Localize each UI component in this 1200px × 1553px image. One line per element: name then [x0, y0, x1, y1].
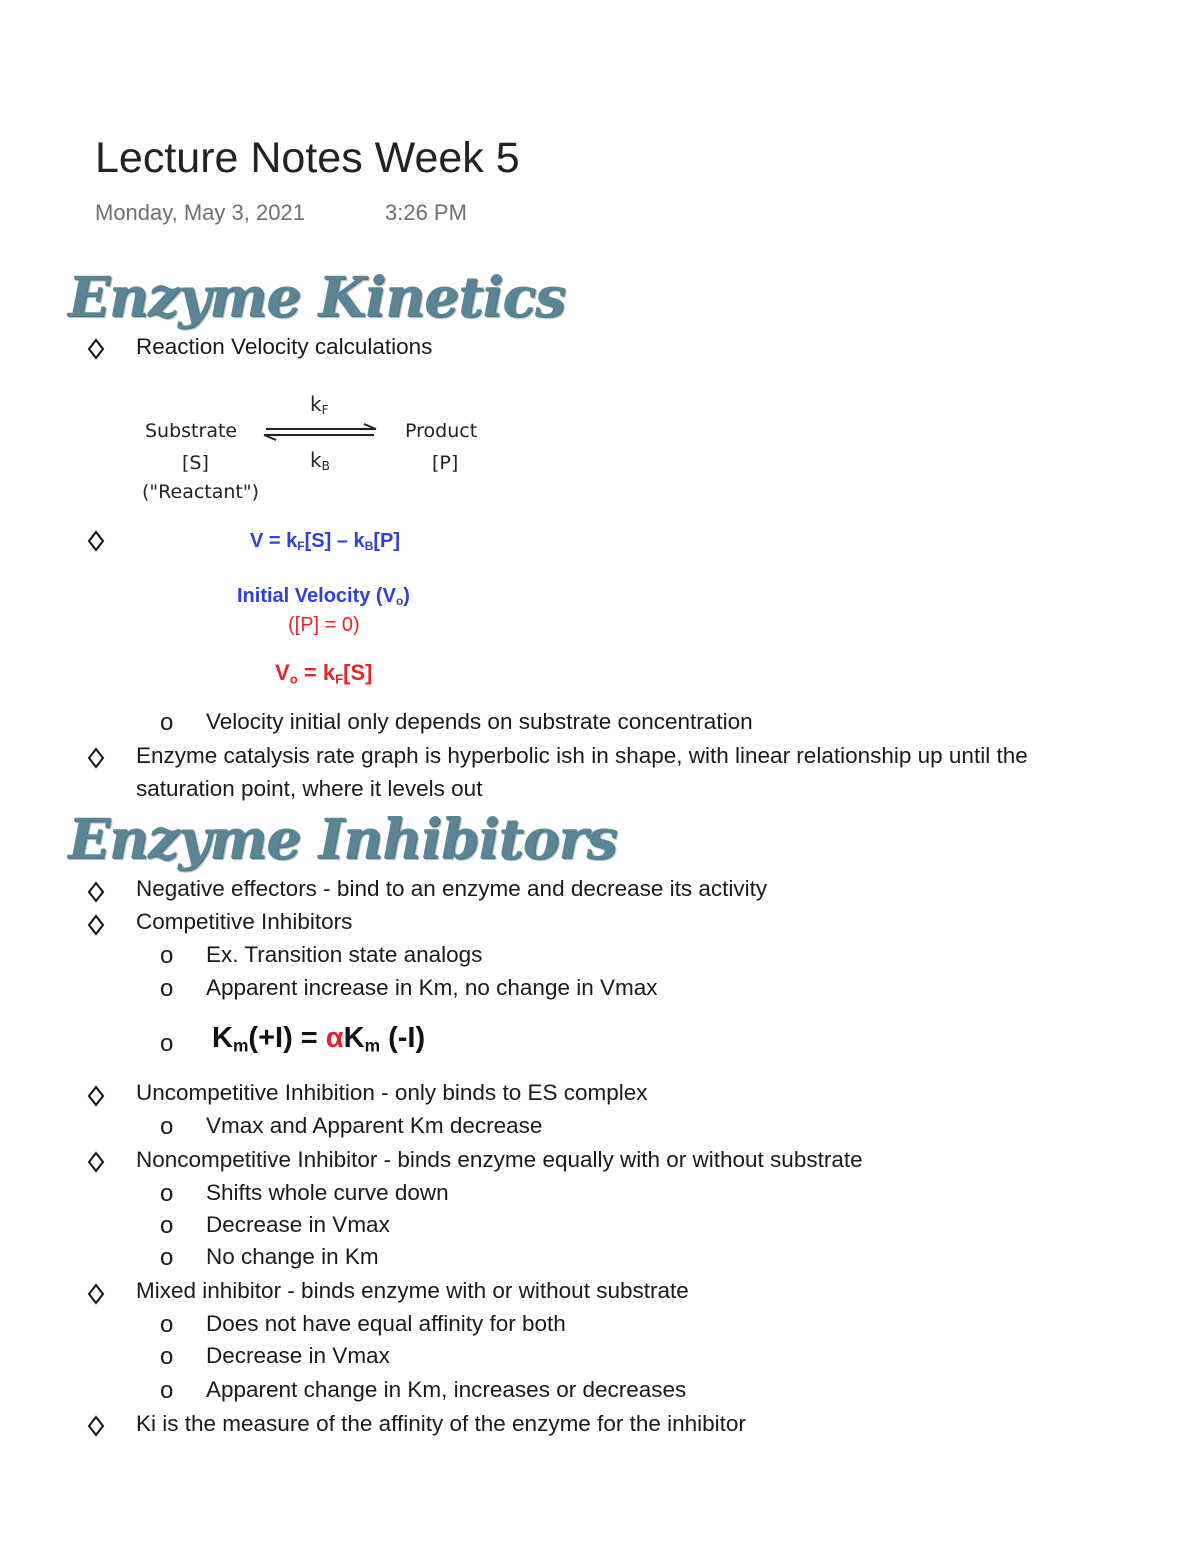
circle-bullet-icon: o	[160, 1212, 174, 1239]
circle-bullet-icon: o	[160, 975, 174, 1002]
product-zero-condition: ([P] = 0)	[288, 614, 360, 636]
bullet-competitive-inhibitors: Competitive Inhibitors	[136, 909, 353, 934]
circle-bullet-icon: o	[160, 709, 174, 736]
diamond-bullet-icon	[86, 1150, 106, 1174]
diamond-bullet-icon	[86, 1282, 106, 1306]
sub-unequal-affinity: Does not have equal affinity for both	[206, 1311, 566, 1336]
bullet-ki-affinity: Ki is the measure of the affinity of the enzyme for the inhibitor	[136, 1411, 746, 1436]
diamond-bullet-icon	[86, 746, 106, 770]
bullet-mixed-inhibitor: Mixed inhibitor - binds enzyme with or without substrate	[136, 1278, 689, 1303]
diagram-substrate-label: Substrate	[145, 420, 238, 442]
bullet-uncompetitive: Uncompetitive Inhibition - only binds to ES complex	[136, 1080, 648, 1105]
bullet-catalysis-rate-line1: Enzyme catalysis rate graph is hyperbolic ish in shape, with linear relationship up until the	[136, 743, 1028, 768]
diamond-bullet-icon	[86, 880, 106, 904]
sub-apparent-change-km: Apparent change in Km, increases or decreases	[206, 1377, 687, 1402]
section-heading-enzyme-inhibitors: Enzyme Inhibitors	[68, 806, 617, 871]
bullet-negative-effectors: Negative effectors - bind to an enzyme and decrease its activity	[136, 876, 768, 901]
sub-apparent-increase-km: Apparent increase in Km, no change in Vmax	[206, 975, 658, 1000]
sub-vmax-km-decrease: Vmax and Apparent Km decrease	[206, 1113, 543, 1138]
page-title: Lecture Notes Week 5	[95, 134, 520, 182]
circle-bullet-icon: o	[160, 1311, 174, 1338]
circle-bullet-icon: o	[160, 1377, 174, 1404]
diamond-bullet-icon	[86, 337, 106, 361]
velocity-equation: $V = k_F[S] - k_B[P]$	[250, 530, 400, 553]
sub-velocity-initial: Velocity initial only depends on substrate concentration	[206, 709, 753, 734]
sub-shifts-curve: Shifts whole curve down	[206, 1180, 449, 1205]
circle-bullet-icon: o	[160, 1343, 174, 1370]
diagram-kf-label: $k_F$	[310, 392, 329, 417]
initial-velocity-equation: $V_o = k_F[S]$	[275, 660, 373, 687]
page-time: 3:26 PM	[385, 200, 467, 225]
diamond-bullet-icon	[86, 529, 106, 553]
initial-velocity-label: Initial Velocity $(V_o)$	[237, 585, 410, 608]
diagram-product-label: Product	[405, 420, 478, 442]
equilibrium-arrows-icon	[260, 422, 380, 442]
circle-bullet-icon: o	[160, 942, 174, 969]
diagram-kb-label: $k_B$	[310, 448, 330, 473]
circle-bullet-icon: o	[160, 1030, 174, 1057]
section-heading-enzyme-kinetics: Enzyme Kinetics	[68, 264, 565, 329]
sub-transition-state: Ex. Transition state analogs	[206, 942, 483, 967]
diagram-product-symbol: [P]	[432, 452, 459, 474]
page-date: Monday, May 3, 2021	[95, 200, 305, 225]
bullet-reaction-velocity: Reaction Velocity calculations	[136, 334, 433, 359]
circle-bullet-icon: o	[160, 1180, 174, 1207]
diagram-substrate-symbol: [S]	[182, 452, 209, 474]
sub-decrease-vmax-mixed: Decrease in Vmax	[206, 1343, 390, 1368]
bullet-catalysis-rate-line2: saturation point, where it levels out	[136, 776, 483, 801]
km-equation: $K_m(+I) = \alpha K_m$ (-I)	[212, 1022, 426, 1056]
sub-decrease-vmax: Decrease in Vmax	[206, 1212, 390, 1237]
circle-bullet-icon: o	[160, 1244, 174, 1271]
bullet-noncompetitive: Noncompetitive Inhibitor - binds enzyme equally with or without substrate	[136, 1147, 863, 1172]
sub-no-change-km: No change in Km	[206, 1244, 379, 1269]
diamond-bullet-icon	[86, 1084, 106, 1108]
diagram-reactant-label: ("Reactant")	[142, 481, 260, 503]
circle-bullet-icon: o	[160, 1113, 174, 1140]
diamond-bullet-icon	[86, 913, 106, 937]
diamond-bullet-icon	[86, 1414, 106, 1438]
